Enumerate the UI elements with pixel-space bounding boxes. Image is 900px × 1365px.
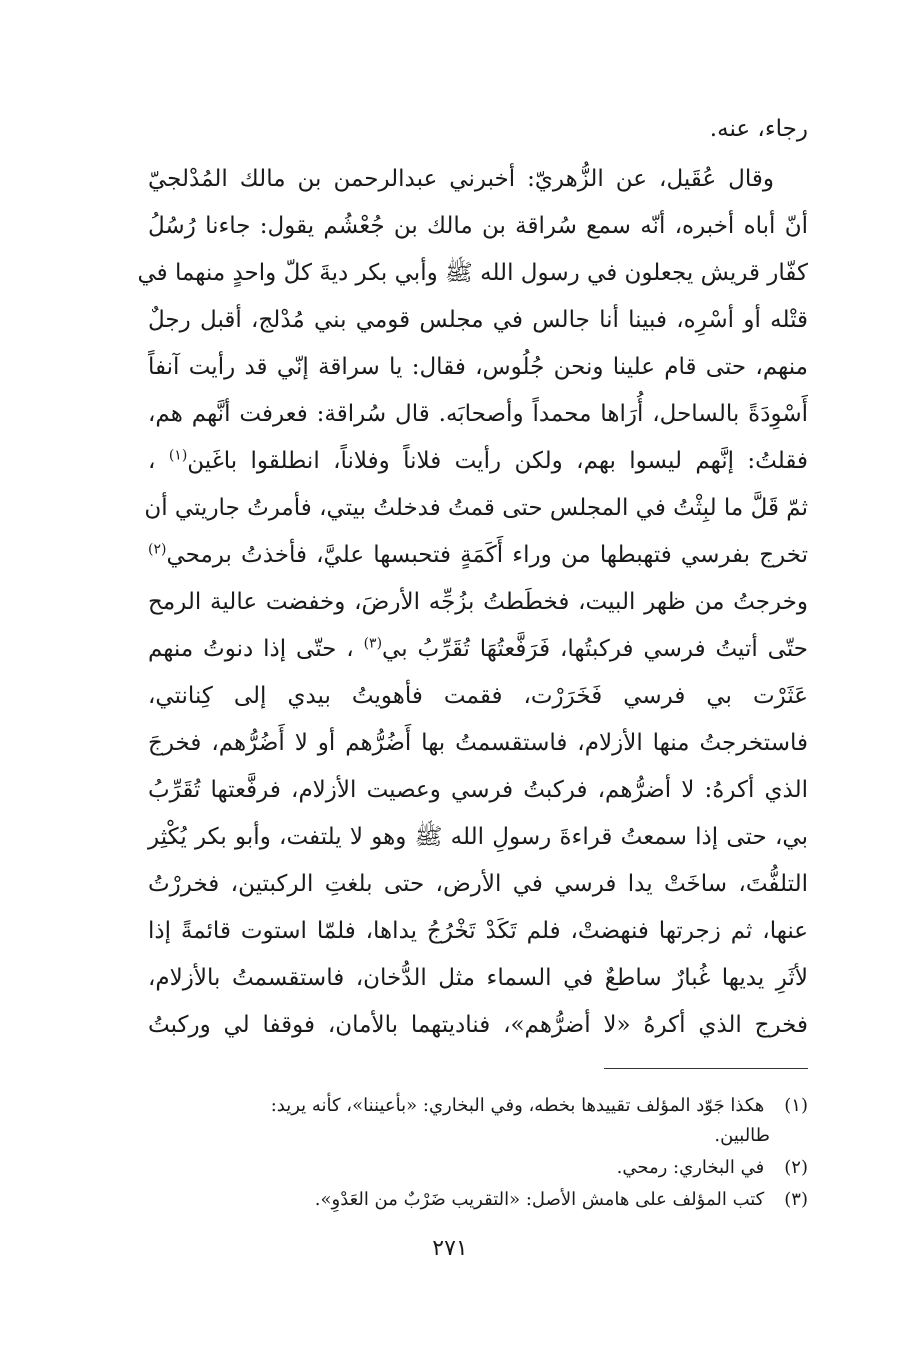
text-line-18: لأثَرِ يديها غُبارٌ ساطعٌ في السماء مثل الدُّخان، فاستقسمتُ بالأزلام،: [148, 965, 808, 991]
text-line-17: عنها، ثم زجرتها فنهضتْ، فلم تَكَدْ تَخْرُجُ يداها، فلمّا استوت قائمةً إذا: [148, 918, 808, 944]
text-line-7-part-a: فقلتُ: إنَّهم ليسوا بهم، ولكن رأيت فلاناً وفلاناً، انطلقوا باغَين: [187, 448, 808, 474]
text-line-16: التلفُّتَ، ساخَتْ يدا فرسي في الأرض، حتى بلغتِ الركبتين، فخررْتُ: [148, 871, 808, 897]
footnote-3-number: (٣): [784, 1189, 808, 1210]
text-line-8: ثمّ قَلَّ ما لبِثْتُ في المجلس حتى قمتُ فدخلتُ بيتي، فأمرتُ جاريتي أن: [144, 495, 808, 521]
text-line-14: الذي أكرهُ: لا أضرُّهم، فركبتُ فرسي وعصيت الأزلام، فرفَّعتها تُقَرِّبُ: [148, 777, 808, 803]
text-line-2: أنّ أباه أخبره، أنّه سمع سُراقة بن مالك بن جُعْشُم يقول: جاءنا رُسُلُ: [148, 213, 808, 239]
footnote-1: [148, 1090, 808, 1122]
footnote-3-text: كتب المؤلف على هامش الأصل: «التقريب ضَرْبٌ من العَدْوِ».: [314, 1189, 765, 1210]
footnote-2-number: (٢): [784, 1157, 808, 1178]
text-line-11: [148, 626, 808, 672]
text-line-1: وقال عُقَيل، عن الزُّهريّ: أخبرني عبدالرحمن بن مالك المُدْلجيّ: [148, 166, 774, 192]
text-line-15: بي، حتى إذا سمعتُ قراءةَ رسولِ الله ﷺ وهو لا يلتفت، وأبو بكر يُكْثِر: [148, 824, 808, 850]
footnote-2-text: في البخاري: رمحي.: [616, 1157, 765, 1178]
text-line-7: [148, 438, 808, 484]
text-line-4: قتْله أو أسْرِه، فبينا أنا جالس في مجلس قومي بني مُدْلج، أقبل رجلٌ: [148, 307, 808, 333]
text-line-11-part-a: حتّى أتيتُ فرسي فركبتُها، فَرَفَّعتُهَا تُقَرِّبُ بي: [382, 636, 808, 662]
footnote-1-continuation: طالبين.: [714, 1125, 770, 1146]
footnote-3: [148, 1184, 808, 1216]
text-line-3: كفّار قريش يجعلون في رسول الله ﷺ وأبي بكر ديةَ كلّ واحدٍ منهما في: [137, 260, 808, 286]
footnote-divider: [604, 1068, 808, 1069]
text-line-11-part-b: ، حتّى إذا دنوتُ منهم: [148, 636, 354, 662]
text-line-10: وخرجتُ من ظهر البيت، فخطَطتُ بزُجِّه الأرضَ، وخفضت عالية الرمح: [148, 589, 808, 615]
text-line-0: رجاء، عنه.: [709, 116, 808, 142]
text-line-7-part-b: ،: [148, 448, 156, 474]
footnote-marker-2[interactable]: (٢): [148, 541, 167, 558]
footnote-marker-1[interactable]: (١): [168, 447, 188, 464]
text-line-19: فخرج الذي أكرهُ «لا أضرُّهم»، فناديتهما بالأمان، فوقفا لي وركبتُ: [148, 1012, 808, 1038]
text-line-9: [148, 532, 808, 578]
footnote-marker-3[interactable]: (٣): [363, 635, 383, 652]
footnote-2: [148, 1152, 808, 1184]
text-line-13: فاستخرجتُ منها الأزلام، فاستقسمتُ بها أَضُرُّهم أو لا أَضُرُّهم، فخرجَ: [148, 730, 808, 756]
text-line-6: أَسْوِدَةً بالساحل، أُرَاها محمداً وأصحابَه. قال سُراقة: فعرفت أنَّهم هم،: [148, 401, 808, 427]
footnote-1-text: هكذا جَوّد المؤلف تقييدها بخطه، وفي البخاري: «بأعيننا»، كأنه يريد:: [270, 1095, 765, 1116]
text-line-5: منهم، حتى قام علينا ونحن جُلُوس، فقال: يا سراقة إنّي قد رأيت آنفاً: [148, 354, 808, 380]
text-line-12: عَثَرْت بي فرسي فَخَرَرْت، فقمت فأهويتُ بيدي إلى كِنانتي،: [148, 683, 808, 709]
text-line-9-text: تخرج بفرسي فتهبطها من وراء أَكَمَةٍ فتحبسها عليَّ، فأخذتُ برمحي: [166, 542, 808, 568]
page-number: ٢٧١: [432, 1236, 468, 1261]
footnote-1-number: (١): [784, 1095, 808, 1116]
